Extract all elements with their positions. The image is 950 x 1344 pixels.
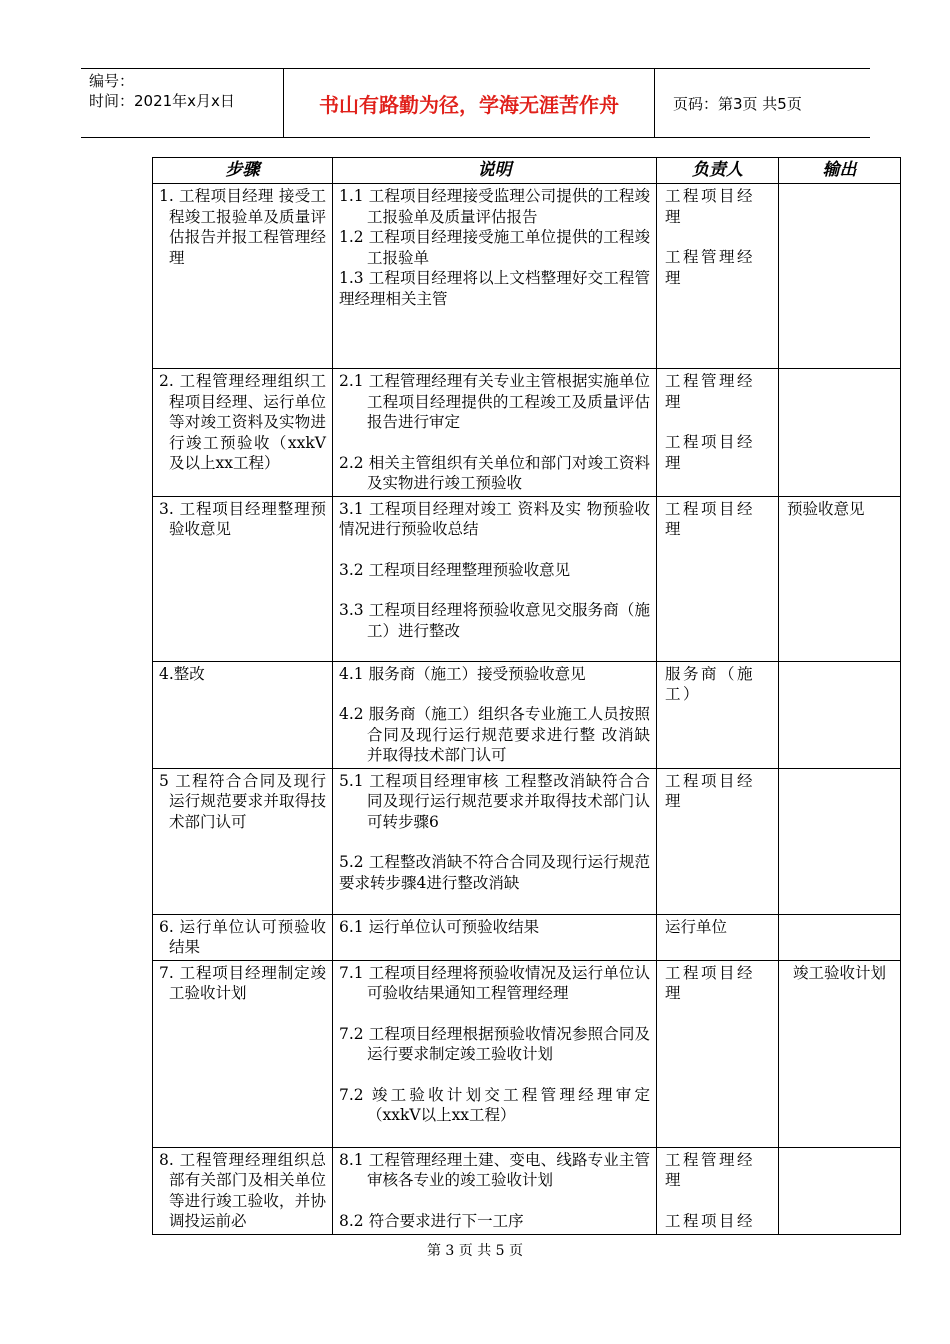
output-cell: [779, 184, 901, 369]
step-cell: [153, 369, 333, 497]
desc-item: 2.1 工程管理经理有关专业主管根据实施单位工程项目经理提供的工程竣工及质量评估报告进行审定: [339, 372, 650, 431]
resp-item: 工程项目经理: [665, 433, 756, 472]
table-row: [153, 960, 901, 1147]
header-slogan: 书山有路勤为径，学海无涯苦作舟: [283, 69, 655, 137]
desc-item: 5.2 工程整改消缺不符合合同及现行运行规范要求转步骤4进行整改消缺: [339, 853, 650, 892]
step-cell: [153, 914, 333, 960]
resp-item: 工程项目经理: [665, 963, 756, 1002]
output-text: 竣工验收计划: [793, 963, 887, 982]
step-cell: [153, 661, 333, 768]
desc-item: 3.1 工程项目经理对竣工 资料及实 物预验收情况进行预验收总结: [339, 499, 650, 538]
desc-item: 4.1 服务商（施工）接受预验收意见: [339, 664, 586, 683]
desc-item: 2.2 相关主管组织有关单位和部门对竣工资料及实物进行竣工预验收: [339, 453, 650, 492]
desc-item: 1.1 工程项目经理接受监理公司提供的工程竣工报验单及质量评估报告: [339, 187, 650, 226]
desc-cell: [333, 184, 657, 369]
resp-cell: [657, 914, 779, 960]
desc-item: 3.3 工程项目经理将预验收意见交服务商（施工）进行整改: [339, 601, 650, 640]
desc-cell: [333, 914, 657, 960]
table-row: [153, 1147, 901, 1234]
step-text: 1. 工程项目经理 接受工程竣工报验单及质量评估报告并报工程管理经理: [159, 187, 326, 267]
output-cell: [779, 661, 901, 768]
desc-item: 1.2 工程项目经理接受施工单位提供的工程竣工报验单: [339, 228, 650, 267]
desc-cell: [333, 1147, 657, 1234]
desc-item: 7.2 工程项目经理根据预验收情况参照合同及运行要求制定竣工验收计划: [339, 1024, 650, 1063]
resp-cell: [657, 184, 779, 369]
doc-time-label: 时间：2021年x月x日: [89, 92, 235, 110]
resp-cell: [657, 960, 779, 1147]
desc-item: 1.3 工程项目经理将以上文档整理好交工程管理经理相关主管: [339, 269, 650, 308]
resp-item: 工程项目经理: [665, 187, 756, 226]
desc-item: 3.2 工程项目经理整理预验收意见: [339, 560, 571, 579]
page-header: [81, 68, 870, 138]
step-cell: [153, 496, 333, 661]
desc-item: 5.1 工程项目经理审核 工程整改消缺符合合同及现行运行规范要求并取得技术部门认可转步骤6: [339, 771, 650, 831]
resp-cell: [657, 768, 779, 914]
output-cell: 预验收意见: [779, 496, 901, 661]
table-row: [153, 768, 901, 914]
procedure-table: [152, 157, 901, 1235]
desc-item: 8.1 工程管理经理土建、变电、线路专业主管审核各专业的竣工验收计划: [339, 1150, 650, 1189]
resp-item: 运行单位: [665, 917, 728, 936]
step-cell: [153, 1147, 333, 1234]
step-text: 8. 工程管理经理组织总部有关部门及相关单位等进行竣工验收，并协调投运前必: [159, 1150, 326, 1230]
step-cell: [153, 960, 333, 1147]
header-page-info: [663, 69, 870, 137]
resp-item: 工程项目经: [665, 1211, 756, 1230]
resp-item: 服务商（施工）: [665, 664, 756, 703]
table-row: [153, 369, 901, 497]
output-cell: [779, 768, 901, 914]
desc-item: 7.2 竣工验收计划交工程管理经理审定（xxkV以上xx工程）: [339, 1085, 650, 1124]
desc-item: 8.2 符合要求进行下一工序: [339, 1211, 524, 1230]
resp-cell: [657, 369, 779, 497]
page-footer: [0, 1240, 950, 1260]
doc-number-label: 编号：: [89, 72, 135, 90]
footer-page-text: 第 3 页 共 5 页: [426, 1243, 524, 1259]
table-row: [153, 184, 901, 369]
resp-item: 工程项目经理: [665, 771, 756, 810]
desc-item: 4.2 服务商（施工）组织各专业施工人员按照合同及现行运行规范要求进行整 改消缺并取得技术部门认可: [339, 705, 650, 764]
output-cell: [779, 914, 901, 960]
resp-cell: [657, 1147, 779, 1234]
desc-item: 7.1 工程项目经理将预验收情况及运行单位认可验收结果通知工程管理经理: [339, 963, 650, 1002]
output-cell: [779, 1147, 901, 1234]
desc-cell: [333, 960, 657, 1147]
step-text: 3. 工程项目经理整理预验收意见: [159, 499, 326, 538]
resp-item: 工程管理经理: [665, 248, 756, 287]
step-text: 5 工程符合合同及现行运行规范要求并取得技术部门认可: [159, 771, 326, 831]
resp-item: 工程管理经理: [665, 1150, 756, 1189]
page-info-text: 页码：第3页 共5页: [673, 94, 802, 113]
desc-item: 6.1 运行单位认可预验收结果: [339, 917, 540, 936]
desc-cell: [333, 496, 657, 661]
header-meta: [81, 69, 283, 137]
resp-item: 工程项目经理: [665, 499, 756, 538]
output-cell: [779, 369, 901, 497]
resp-item: 工程管理经理: [665, 372, 756, 411]
header-desc: 说明: [333, 158, 657, 184]
desc-cell: [333, 661, 657, 768]
table-row: [153, 914, 901, 960]
step-cell: [153, 184, 333, 369]
step-text: 2. 工程管理经理组织工程项目经理、运行单位等对竣工资料及实物进行竣工预验收（xxkV及以上xx工程）: [159, 372, 326, 472]
desc-cell: [333, 369, 657, 497]
header-output: 输出: [779, 158, 901, 184]
table-row: [153, 661, 901, 768]
step-text: 4.整改: [159, 664, 205, 683]
step-text: 7. 工程项目经理制定竣工验收计划: [159, 963, 326, 1002]
table-row: [153, 496, 901, 661]
header-step: 步骤: [153, 158, 333, 184]
header-resp: 负责人: [657, 158, 779, 184]
resp-cell: [657, 496, 779, 661]
desc-cell: [333, 768, 657, 914]
step-cell: [153, 768, 333, 914]
resp-cell: [657, 661, 779, 768]
output-cell: [779, 960, 901, 1147]
step-text: 6. 运行单位认可预验收结果: [159, 917, 326, 956]
table-header-row: [153, 158, 901, 184]
